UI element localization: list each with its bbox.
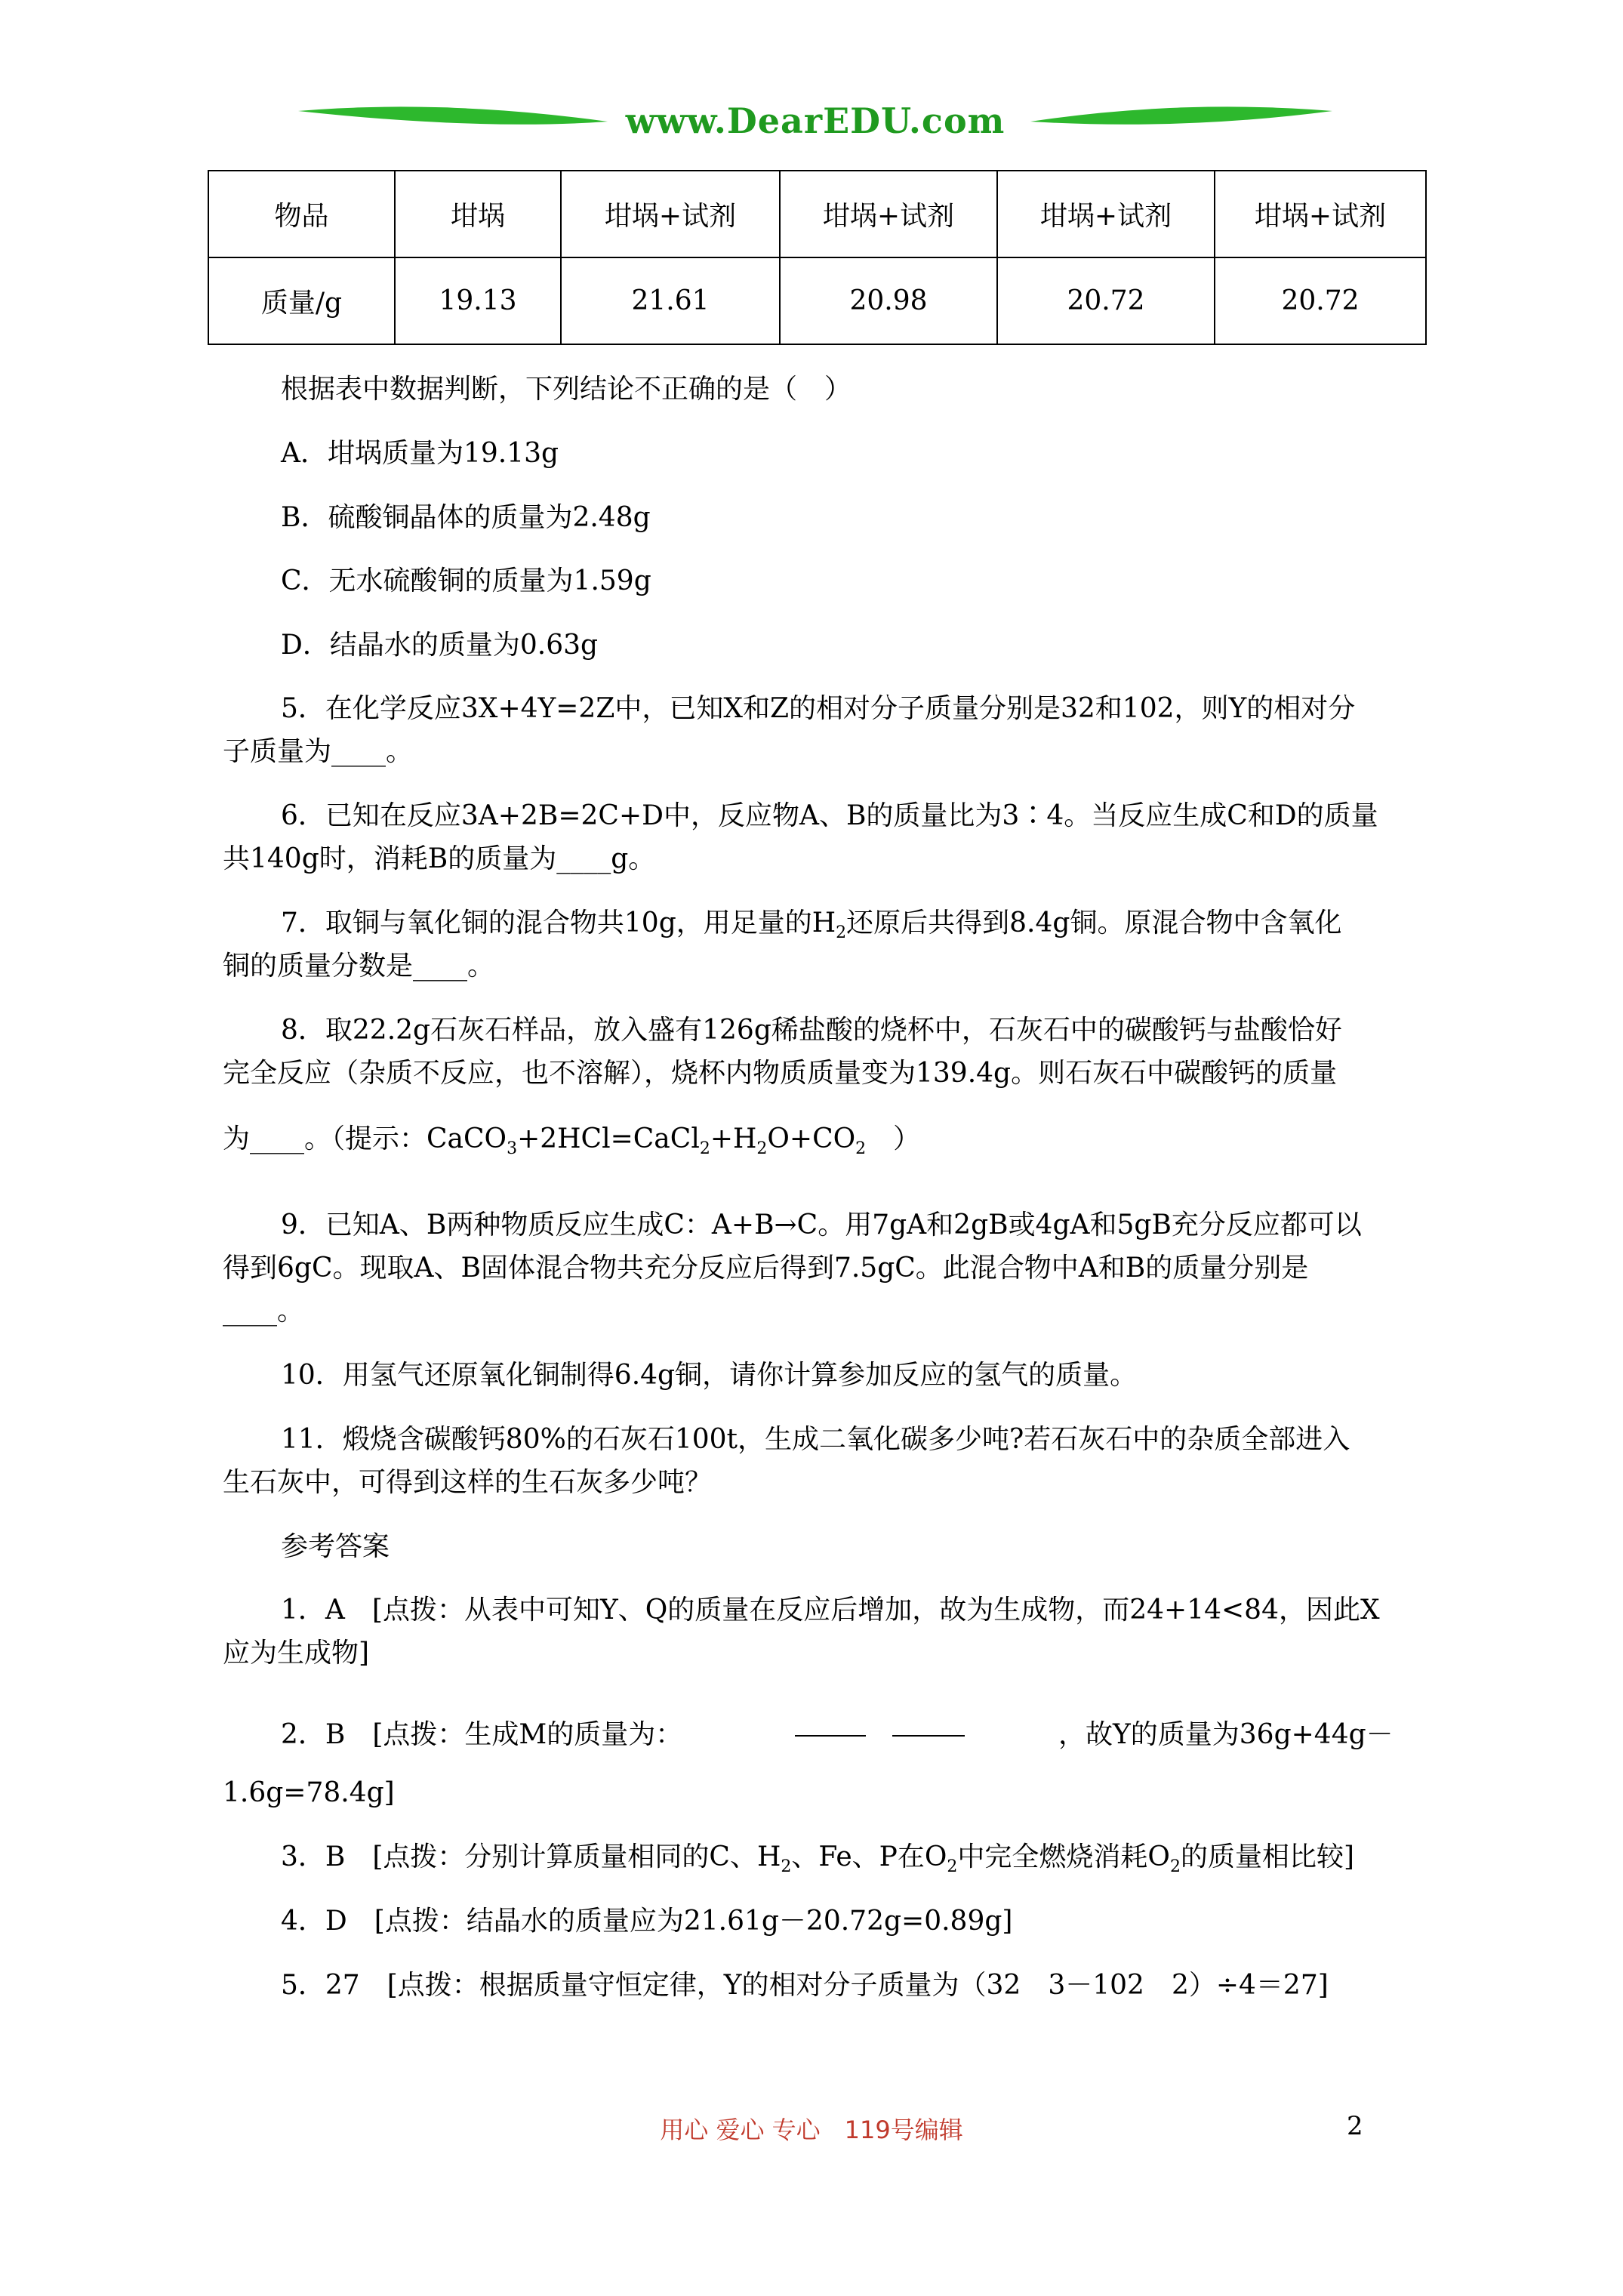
q9-line-3: ____。 bbox=[223, 1296, 305, 1327]
page-number: 2 bbox=[1347, 2111, 1363, 2141]
subscript: 3 bbox=[507, 1139, 518, 1158]
answer-3-text: 、Fe、P在O bbox=[791, 1841, 947, 1872]
q7-line-2: 铜的质量分数是____。 bbox=[223, 951, 495, 982]
subscript: 2 bbox=[699, 1139, 710, 1158]
table-header-cell: 坩埚+试剂 bbox=[780, 171, 997, 257]
table-header-row bbox=[208, 171, 1426, 257]
table-cell: 21.61 bbox=[561, 257, 780, 344]
q7-text: 还原后共得到8.4g铜。原混合物中含氧化 bbox=[846, 908, 1342, 938]
q10-line-1: 10．用氢气还原氧化铜制得6.4g铜，请你计算参加反应的氢气的质量。 bbox=[281, 1360, 1138, 1391]
q8-text: O+CO bbox=[767, 1123, 856, 1154]
answers-title: 参考答案 bbox=[281, 1531, 390, 1562]
q6-line-1: 6．已知在反应3A+2B=2C+D中，反应物A、B的质量比为3∶4。当反应生成C和D的质量 bbox=[281, 800, 1378, 831]
q4-option-b: B．硫酸铜晶体的质量为2.48g bbox=[281, 502, 651, 533]
answer-5: 5．27 [点拨：根据质量守恒定律，Y的相对分子质量为（32 3－102 2）÷4＝27] bbox=[281, 1970, 1329, 2001]
table-header-cell: 坩埚 bbox=[395, 171, 561, 257]
mass-table bbox=[208, 170, 1427, 345]
table-cell: 20.72 bbox=[997, 257, 1215, 344]
table-header-cell: 坩埚+试剂 bbox=[1215, 171, 1426, 257]
q9-line-1: 9．已知A、B两种物质反应生成C：A+B→C。用7gA和2gB或4gA和5gB充分反应都可以 bbox=[281, 1210, 1362, 1240]
table-header-cell: 坩埚+试剂 bbox=[997, 171, 1215, 257]
q8-text: ） bbox=[866, 1123, 921, 1154]
q9-line-2: 得到6gC。现取A、B固体混合物共充分反应后得到7.5gC。此混合物中A和B的质量分别是 bbox=[223, 1253, 1309, 1284]
table-cell: 19.13 bbox=[395, 257, 561, 344]
table-header-cell: 物品 bbox=[208, 171, 395, 257]
q4-stem: 根据表中数据判断，下列结论不正确的是（ ） bbox=[281, 374, 852, 405]
q8-line-2: 完全反应（杂质不反应，也不溶解），烧杯内物质质量变为139.4g。则石灰石中碳酸钙的质量 bbox=[223, 1058, 1338, 1089]
table-row bbox=[208, 257, 1426, 344]
q4-option-a: A．坩埚质量为19.13g bbox=[281, 438, 559, 469]
q11-line-1: 11．煅烧含碳酸钙80%的石灰石100t，生成二氧化碳多少吨?若石灰石中的杂质全部进入 bbox=[281, 1424, 1350, 1455]
answer-3-text: 的质量相比较] bbox=[1180, 1841, 1354, 1872]
answer-1-line-1: 1．A [点拨：从表中可知Y、Q的质量在反应后增加，故为生成物，而24+14<84，因此X bbox=[281, 1595, 1380, 1626]
q8-line-3 bbox=[223, 1118, 920, 1160]
q8-text: 为____。（提示：CaCO bbox=[223, 1123, 507, 1154]
site-logo-text: www.DearEDU.com bbox=[625, 100, 1006, 141]
q8-text: +H bbox=[710, 1123, 757, 1154]
q7-line-1 bbox=[281, 902, 1341, 945]
q8-line-1: 8．取22.2g石灰石样品，放入盛有126g稀盐酸的烧杯中，石灰石中的碳酸钙与盐酸恰好 bbox=[281, 1015, 1342, 1046]
subscript: 2 bbox=[781, 1857, 792, 1876]
q5-line-2: 子质量为____。 bbox=[223, 736, 414, 767]
subscript: 2 bbox=[855, 1139, 867, 1158]
blank-underline bbox=[795, 1735, 866, 1737]
subscript: 2 bbox=[1169, 1857, 1181, 1876]
answer-2-line-2: 1.6g=78.4g] bbox=[223, 1777, 395, 1808]
page-footer: 用心 爱心 专心 119号编辑 bbox=[660, 2116, 963, 2144]
q5-line-1: 5．在化学反应3X+4Y=2Z中，已知X和Z的相对分子质量分别是32和102，则Y的相对分 bbox=[281, 693, 1356, 724]
blank-underline bbox=[892, 1735, 965, 1737]
subscript: 2 bbox=[947, 1857, 958, 1876]
subscript: 2 bbox=[836, 923, 847, 942]
answer-2-line-1a: 2．B [点拨：生成M的质量为： bbox=[281, 1719, 683, 1750]
table-cell: 20.98 bbox=[780, 257, 997, 344]
table-cell: 质量/g bbox=[208, 257, 395, 344]
q7-text: 7．取铜与氧化铜的混合物共10g，用足量的H bbox=[281, 908, 836, 938]
answer-2-line-1b: ，故Y的质量为36g+44g－ bbox=[1058, 1719, 1394, 1750]
table-cell: 20.72 bbox=[1215, 257, 1426, 344]
answer-3-text: 中完全燃烧消耗O bbox=[957, 1841, 1170, 1872]
answer-3 bbox=[281, 1836, 1354, 1878]
answer-4: 4．D [点拨：结晶水的质量应为21.61g－20.72g=0.89g] bbox=[281, 1906, 1013, 1937]
site-header bbox=[291, 94, 1340, 155]
q8-text: +2HCl=CaCl bbox=[517, 1123, 700, 1154]
q11-line-2: 生石灰中，可得到这样的生石灰多少吨？ bbox=[223, 1467, 713, 1498]
subscript: 2 bbox=[756, 1139, 768, 1158]
answer-3-text: 3．B [点拨：分别计算质量相同的C、H bbox=[281, 1841, 781, 1872]
q6-line-2: 共140g时，消耗B的质量为____g。 bbox=[223, 843, 656, 874]
q4-option-d: D．结晶水的质量为0.63g bbox=[281, 630, 599, 661]
table-header-cell: 坩埚+试剂 bbox=[561, 171, 780, 257]
answer-1-line-2: 应为生成物] bbox=[223, 1638, 370, 1669]
q4-option-c: C．无水硫酸铜的质量为1.59g bbox=[281, 566, 651, 596]
